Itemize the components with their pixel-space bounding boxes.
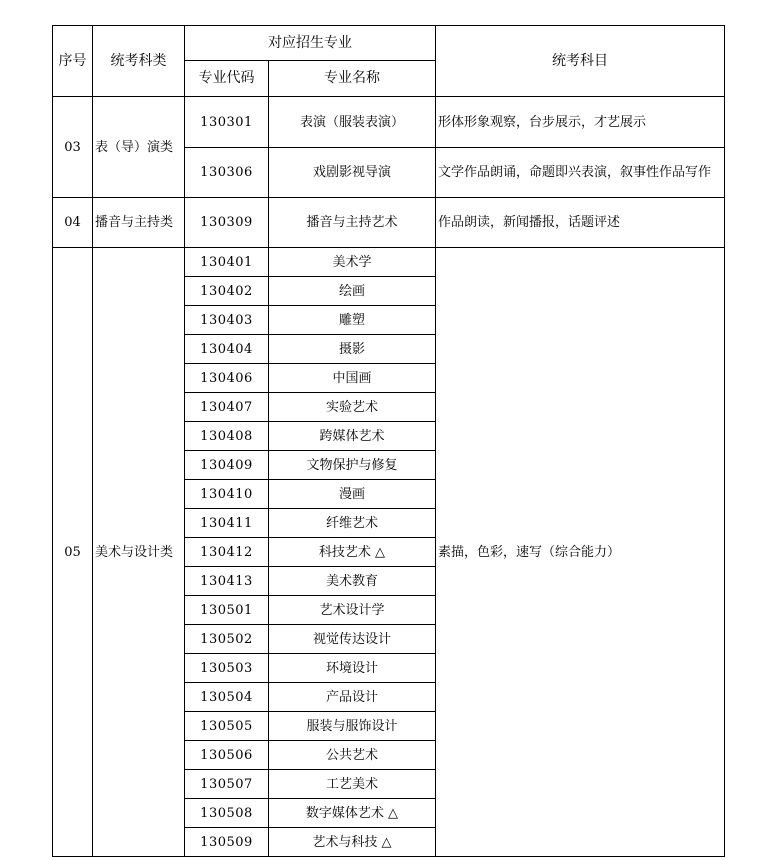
major-code: 130404 — [185, 335, 269, 364]
major-name: 纤维艺术 — [269, 509, 436, 538]
major-name: 文物保护与修复 — [269, 451, 436, 480]
exam-subjects: 作品朗读，新闻播报，话题评述 — [436, 198, 725, 248]
major-code: 130411 — [185, 509, 269, 538]
table-row — [53, 248, 725, 277]
major-code: 130505 — [185, 712, 269, 741]
header-major-name: 专业名称 — [269, 61, 436, 97]
major-name: 播音与主持艺术 — [269, 198, 436, 248]
major-code: 130506 — [185, 741, 269, 770]
major-code: 130504 — [185, 683, 269, 712]
major-name: 漫画 — [269, 480, 436, 509]
table-row — [53, 97, 725, 148]
major-name: 美术学 — [269, 248, 436, 277]
major-code: 130306 — [185, 148, 269, 198]
major-code: 130412 — [185, 538, 269, 567]
major-name: 数字媒体艺术 △ — [269, 799, 436, 828]
major-code: 130403 — [185, 306, 269, 335]
major-name: 服装与服饰设计 — [269, 712, 436, 741]
major-code: 130409 — [185, 451, 269, 480]
major-code: 130503 — [185, 654, 269, 683]
major-name: 表演（服装表演） — [269, 97, 436, 148]
major-name: 美术教育 — [269, 567, 436, 596]
group-category: 美术与设计类 — [93, 248, 185, 857]
major-code: 130301 — [185, 97, 269, 148]
header-row — [53, 26, 725, 61]
major-code: 130413 — [185, 567, 269, 596]
major-code: 130508 — [185, 799, 269, 828]
group-seq: 03 — [53, 97, 93, 198]
header-category: 统考科类 — [93, 26, 185, 97]
group-seq: 04 — [53, 198, 93, 248]
table-row — [53, 198, 725, 248]
major-name: 绘画 — [269, 277, 436, 306]
major-name: 跨媒体艺术 — [269, 422, 436, 451]
major-name: 产品设计 — [269, 683, 436, 712]
major-name: 雕塑 — [269, 306, 436, 335]
group-seq: 05 — [53, 248, 93, 857]
major-code: 130507 — [185, 770, 269, 799]
major-name: 艺术设计学 — [269, 596, 436, 625]
major-name: 中国画 — [269, 364, 436, 393]
major-code: 130410 — [185, 480, 269, 509]
major-name: 工艺美术 — [269, 770, 436, 799]
major-code: 130401 — [185, 248, 269, 277]
major-code: 130509 — [185, 828, 269, 857]
major-code: 130501 — [185, 596, 269, 625]
exam-subjects: 素描，色彩，速写（综合能力） — [436, 248, 725, 857]
major-code: 130402 — [185, 277, 269, 306]
group-category: 表（导）演类 — [93, 97, 185, 198]
major-name: 视觉传达设计 — [269, 625, 436, 654]
major-name: 公共艺术 — [269, 741, 436, 770]
header-seq: 序号 — [53, 26, 93, 97]
major-code: 130408 — [185, 422, 269, 451]
major-name: 环境设计 — [269, 654, 436, 683]
major-name: 实验艺术 — [269, 393, 436, 422]
major-name: 艺术与科技 △ — [269, 828, 436, 857]
major-code: 130406 — [185, 364, 269, 393]
major-code: 130502 — [185, 625, 269, 654]
header-subjects: 统考科目 — [436, 26, 725, 97]
majors-table — [52, 25, 725, 857]
header-majors-group: 对应招生专业 — [185, 26, 436, 61]
major-code: 130309 — [185, 198, 269, 248]
major-name: 戏剧影视导演 — [269, 148, 436, 198]
exam-subjects: 文学作品朗诵，命题即兴表演，叙事性作品写作 — [436, 148, 725, 198]
group-category: 播音与主持类 — [93, 198, 185, 248]
major-code: 130407 — [185, 393, 269, 422]
exam-subjects: 形体形象观察，台步展示，才艺展示 — [436, 97, 725, 148]
major-name: 摄影 — [269, 335, 436, 364]
header-major-code: 专业代码 — [185, 61, 269, 97]
major-name: 科技艺术 △ — [269, 538, 436, 567]
